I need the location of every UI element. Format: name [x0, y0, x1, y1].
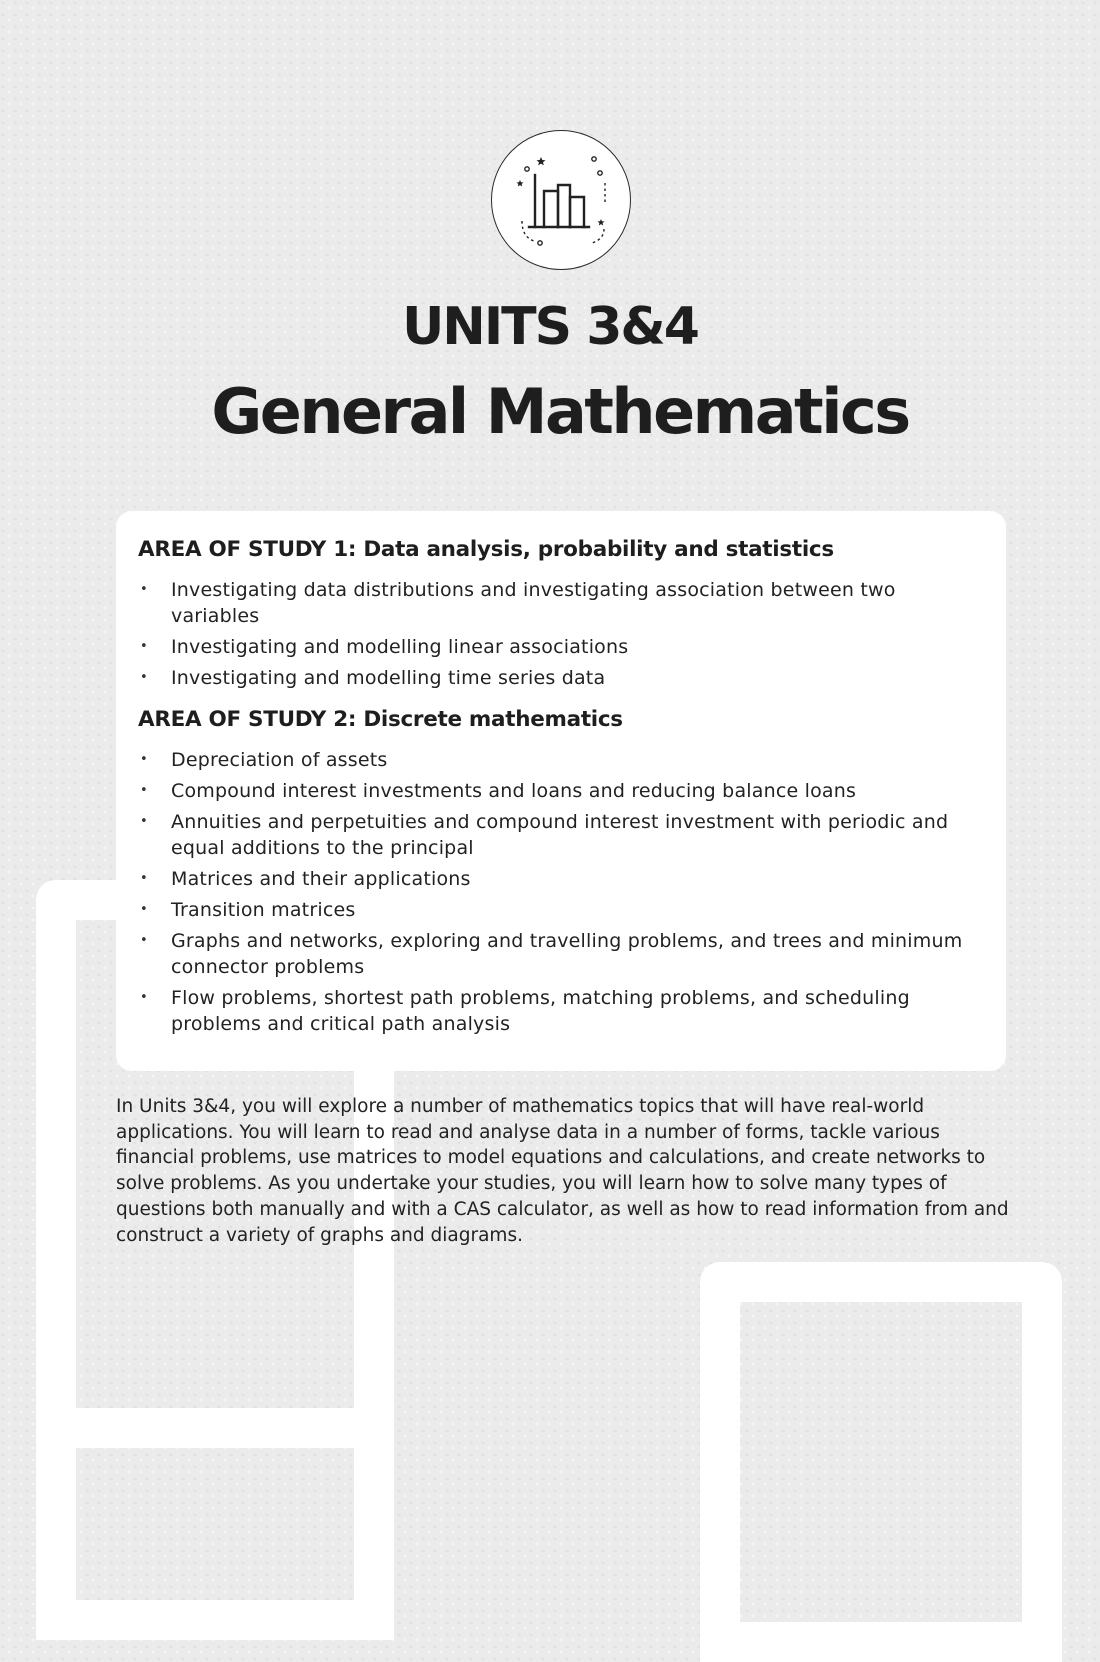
bullet-icon: • [140, 582, 148, 597]
list-item-text: Transition matrices [171, 899, 356, 921]
units-title: UNITS 3&4 [402, 297, 698, 357]
bullet-icon: • [140, 639, 148, 654]
list-item [138, 665, 976, 691]
list-item [138, 866, 976, 892]
areas-of-study-card [116, 511, 1006, 1071]
bullet-icon: • [140, 752, 148, 767]
decorative-outline-right [700, 1262, 1062, 1662]
area-of-study-2-list [138, 747, 976, 1037]
area-of-study-2-heading: AREA OF STUDY 2: Discrete mathematics [138, 707, 623, 732]
list-item [138, 897, 976, 923]
subject-emblem [491, 130, 631, 270]
intro-paragraph: In Units 3&4, you will explore a number of mathematics topics that will have real-world applications. You will learn to read and analyse data in a number of forms, tackle various financial problems, use matrices to model equations and calculations, and create networks to solve problems. As you undertake your studies, you will learn how to solve many types of questions both manually and with a CAS calculator, as well as how to read information from and construct a variety of graphs and diagrams. [116, 1096, 1009, 1246]
list-item-text: Flow problems, shortest path problems, matching problems, and scheduling problems and critical path analysis [171, 987, 910, 1035]
list-item [138, 985, 976, 1037]
list-item-text: Depreciation of assets [171, 749, 388, 771]
list-item [138, 778, 976, 804]
list-item-text: Investigating data distributions and investigating association between two variables [171, 579, 896, 627]
bullet-icon: • [140, 670, 148, 685]
list-item-text: Matrices and their applications [171, 868, 471, 890]
area-of-study-1-list [138, 577, 976, 691]
subject-title: General Mathematics [211, 375, 909, 448]
bullet-icon: • [140, 814, 148, 829]
list-item [138, 747, 976, 773]
bar-chart-icon [492, 131, 629, 268]
list-item-text: Investigating and modelling linear associations [171, 636, 629, 658]
bullet-icon: • [140, 990, 148, 1005]
decorative-bar-left [36, 1408, 394, 1448]
bullet-icon: • [140, 783, 148, 798]
area-of-study-1-heading: AREA OF STUDY 1: Data analysis, probability and statistics [138, 537, 834, 562]
list-item [138, 809, 976, 861]
list-item-text: Graphs and networks, exploring and travelling problems, and trees and minimum connector problems [171, 930, 963, 978]
bullet-icon: • [140, 902, 148, 917]
list-item-text: Compound interest investments and loans and reducing balance loans [171, 780, 857, 802]
list-item [138, 577, 976, 629]
bullet-icon: • [140, 933, 148, 948]
list-item-text: Investigating and modelling time series data [171, 667, 606, 689]
list-item [138, 928, 976, 980]
list-item-text: Annuities and perpetuities and compound interest investment with periodic and equal additions to the principal [171, 811, 949, 859]
list-item [138, 634, 976, 660]
bullet-icon: • [140, 871, 148, 886]
